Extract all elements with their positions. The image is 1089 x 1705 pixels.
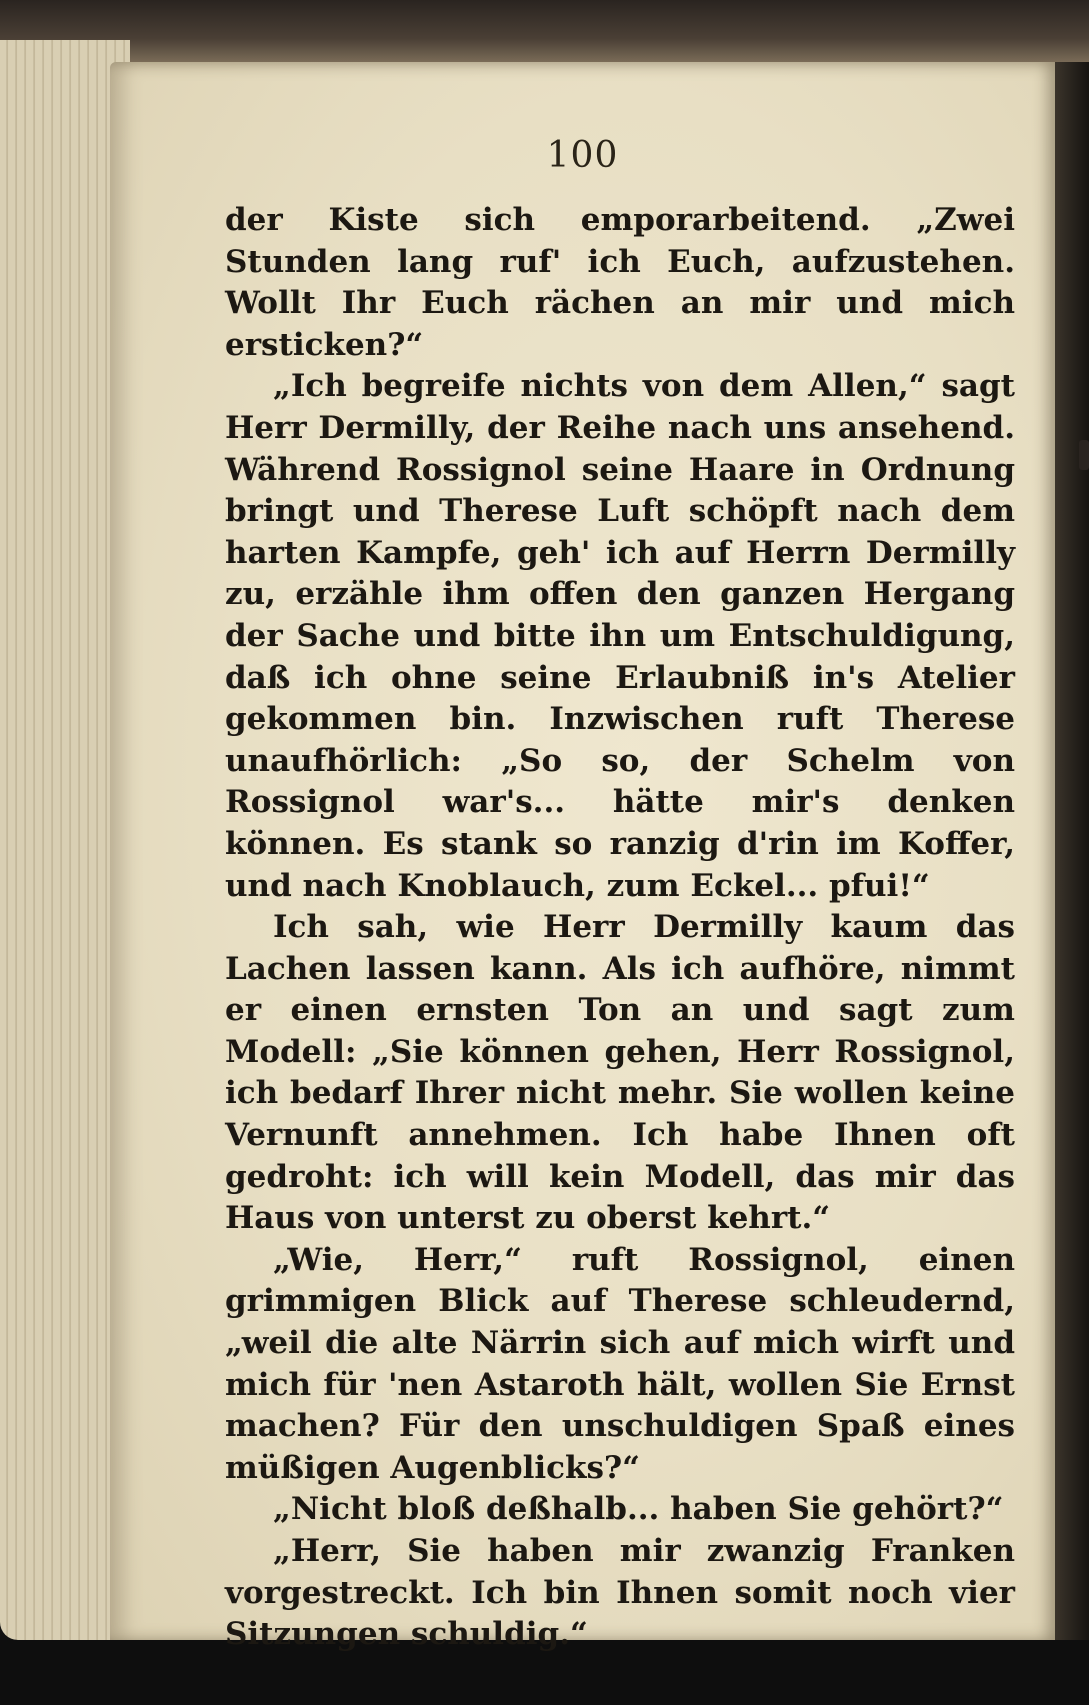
page-gutter-shadow bbox=[1055, 62, 1089, 1642]
paragraph-continuation: der Kiste sich emporarbeitend. „Zwei Stunden lang ruf' ich Euch, aufzustehen. Wollt Ihr Euch rächen an mir und mich ersticken?“ bbox=[225, 202, 1015, 363]
page-edge-mark bbox=[1079, 440, 1089, 470]
paragraph: „Nicht bloß deßhalb... haben Sie gehört?“ bbox=[273, 1491, 1004, 1528]
page-number: 100 bbox=[546, 135, 619, 176]
paragraph: „Wie, Herr,“ ruft Rossignol, einen grimmigen Blick auf Therese schleudernd, „weil die alte Närrin sich auf mich wirft und mich für 'nen Astaroth hält, wollen Sie Ernst machen? Für den unschuldigen Spaß eines müßigen Augenblicks?“ bbox=[225, 1241, 1015, 1486]
paragraph: Ich sah, wie Herr Dermilly kaum das Lachen lassen kann. Als ich aufhöre, nimmt er einen ernsten Ton an und sagt zum Modell: „Sie können gehen, Herr Rossignol, ich bedarf Ihrer nicht mehr. Sie wollen keine Vernunft annehmen. Ich habe Ihnen oft gedroht: ich will kein Modell, das mir das Haus von unterst zu oberst kehrt.“ bbox=[225, 909, 1015, 1237]
paragraph: „Ich begreife nichts von dem Allen,“ sagt Herr Dermilly, der Reihe nach uns ansehend. Während Rossignol seine Haare in Ordnung bringt und Therese Luft schöpft nach dem harten Kampfe, geh' ich auf Herrn Dermilly zu, erzähle ihm offen den ganzen Hergang der Sache und bitte ihn um Entschuldigung, daß ich ohne seine Erlaubniß in's Atelier gekommen bin. Inzwischen ruft Therese unaufhörlich: „So so, der Schelm von Rossignol war's... hätte mir's denken können. Es stank so ranzig d'rin im Koffer, und nach Knoblauch, zum Eckel... pfui!“ bbox=[225, 368, 1015, 904]
page-body-text bbox=[225, 200, 1015, 1656]
book-spine-top bbox=[0, 0, 1089, 70]
paragraph: „Herr, Sie haben mir zwanzig Franken vorgestreckt. Ich bin Ihnen somit noch vier Sitzungen schuldig.“ bbox=[225, 1533, 1015, 1653]
